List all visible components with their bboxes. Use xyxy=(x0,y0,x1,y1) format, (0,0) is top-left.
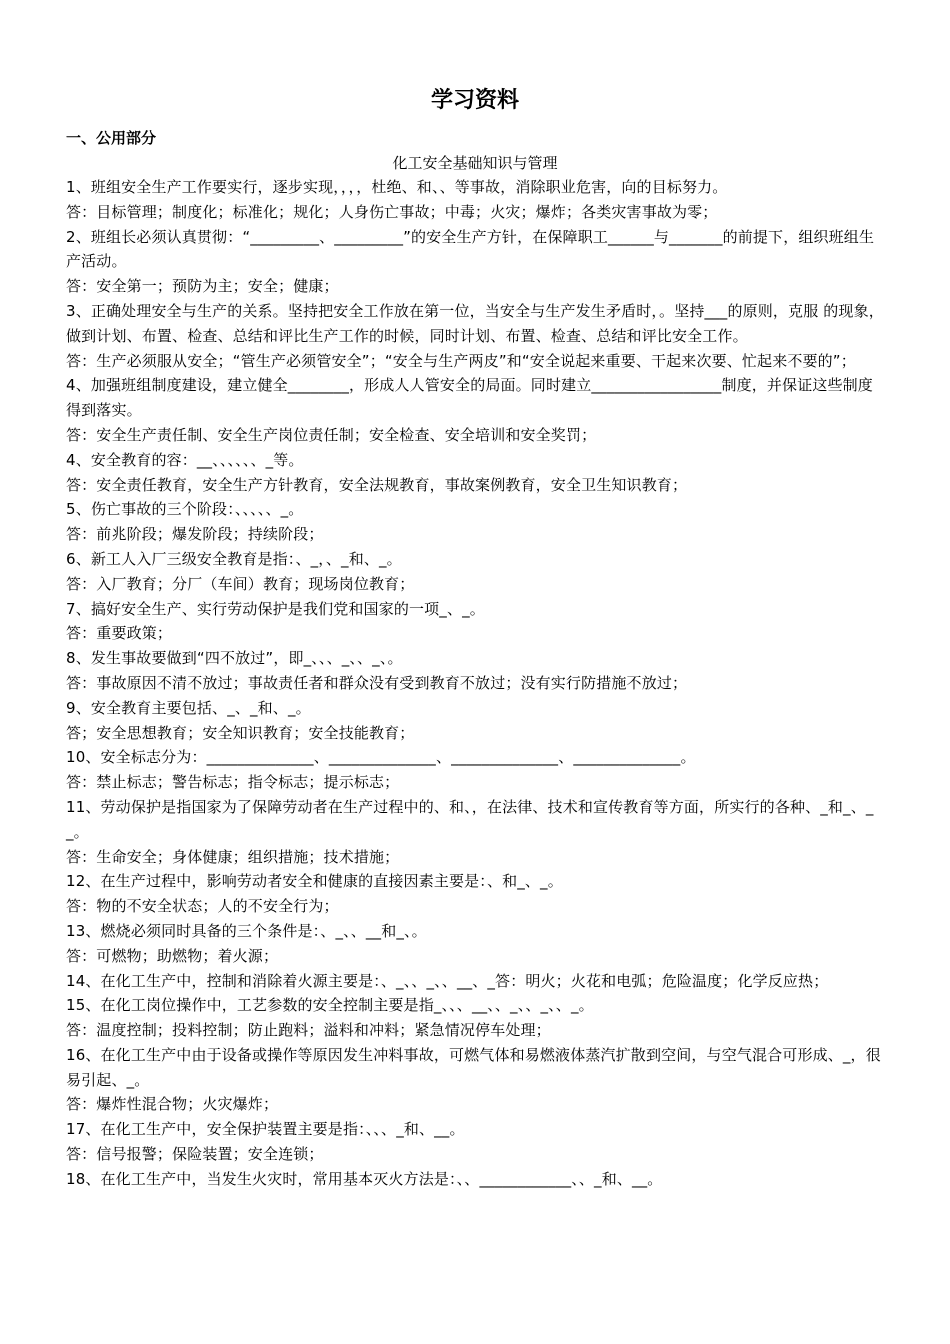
question-paragraph: 4、加强班组制度建设，建立健全________，形成人人管安全的局面。同时建立_________________制度，并保证这些制度得到落实。 xyxy=(66,376,873,420)
answer-paragraph: 答：信号报警；保险装置；安全连锁； xyxy=(66,1145,324,1164)
answer-paragraph: 答：事故原因不清不放过；事故责任者和群众没有受到教育不放过；没有实行防措施不放过； xyxy=(66,673,688,692)
question-paragraph: 12、在生产过程中，影响劳动者安全和健康的直接因素主要是：、和_、_。 xyxy=(66,872,563,891)
question-paragraph: 14、在化工生产中，控制和消除着火源主要是：、_、、_、、__、_答：明火；火花和电弧；危险温度；化学反应热； xyxy=(66,971,829,990)
answer-paragraph: 答：可燃物；助燃物；着火源； xyxy=(66,946,279,965)
question-paragraph: 8、发生事故要做到“四不放过”，即_、、、_、、_、。 xyxy=(66,649,403,668)
answer-paragraph: 答：安全生产责任制、安全生产岗位责任制；安全检查、安全培训和安全奖罚； xyxy=(66,425,597,444)
section-heading: 一、公用部分 xyxy=(66,129,157,147)
answer-paragraph: 答：重要政策； xyxy=(66,624,173,643)
document-subtitle: 化工安全基础知识与管理 xyxy=(392,154,558,172)
document-title: 学习资料 xyxy=(430,88,519,113)
question-paragraph: 9、安全教育主要包括、_、_和、_。 xyxy=(66,698,311,717)
answer-paragraph: 答：安全第一；预防为主；安全；健康； xyxy=(66,277,339,296)
question-paragraph: 15、在化工岗位操作中，工艺参数的安全控制主要是指_、、、__、、_、、_、、_。 xyxy=(66,996,594,1015)
question-paragraph: 18、在化工生产中，当发生火灾时，常用基本灭火方法是：、、____________、、_和、__。 xyxy=(66,1169,663,1188)
answer-paragraph: 答：目标管理；制度化；标准化；规化；人身伤亡事故；中毒；火灾；爆炸；各类灾害事故为零； xyxy=(66,202,718,221)
question-paragraph: 4、安全教育的容：__、、、、、、_等。 xyxy=(66,450,304,469)
question-answer-list xyxy=(66,175,886,1192)
answer-paragraph: 答：爆炸性混合物；火灾爆炸； xyxy=(66,1095,279,1114)
question-paragraph: 1、班组安全生产工作要实行，逐步实现，，，，杜绝、和、、等事故，消除职业危害，向的目标努力。 xyxy=(66,178,728,196)
question-paragraph: 16、在化工生产中由于设备或操作等原因发生冲料事故，可燃气体和易燃液体蒸汽扩散到空间，与空气混合可形成、_，很易引起、_。 xyxy=(66,1045,881,1089)
question-paragraph: 6、新工人入厂三级安全教育是指：、_，、_和、_。 xyxy=(66,549,402,568)
answer-paragraph: 答：安全责任教育，安全生产方针教育，安全法规教育，事故案例教育，安全卫生知识教育； xyxy=(66,475,688,494)
answer-paragraph: 答：物的不安全状态；人的不安全行为； xyxy=(66,897,339,916)
answer-paragraph: 答：温度控制；投料控制；防止跑料；溢料和冲料；紧急情况停车处理； xyxy=(66,1021,551,1040)
question-paragraph: 13、燃烧必须同时具备的三个条件是：、_、、__和_、。 xyxy=(66,921,427,940)
question-paragraph: 11、劳动保护是指国家为了保障劳动者在生产过程中的、和、，在法律、技术和宣传教育等方面，所实行的各种、_和_、__。 xyxy=(66,797,874,841)
answer-paragraph: 答：入厂教育；分厂（车间）教育；现场岗位教育； xyxy=(66,574,415,593)
question-paragraph: 5、伤亡事故的三个阶段：、、、、、_。 xyxy=(66,500,304,519)
answer-paragraph: 答：禁止标志；警告标志；指令标志；提示标志； xyxy=(66,773,400,792)
question-paragraph: 10、安全标志分为：______________、______________、______________、______________。 xyxy=(66,748,696,767)
answer-paragraph: 答；安全思想教育；安全知识教育；安全技能教育； xyxy=(66,723,415,742)
answer-paragraph: 答：生命安全；身体健康；组织措施；技术措施； xyxy=(66,847,400,866)
question-paragraph: 2、班组长必须认真贯彻：“_________、_________”的安全生产方针，在保障职工______与_______的前提下，组织班组生产活动。 xyxy=(66,227,875,271)
answer-paragraph: 答：生产必须服从安全；“管生产必须管安全”；“安全与生产两皮”和“安全说起来重要、干起来次要、忙起来不要的”； xyxy=(66,351,856,370)
question-paragraph: 3、正确处理安全与生产的关系。坚持把安全工作放在第一位，当安全与生产发生矛盾时，。坚持___的原则，克服 的现象，做到计划、布置、检查、总结和评比生产工作的时候，同时计划、布置、检查、总结和评比安全工作。 xyxy=(66,301,884,345)
question-paragraph: 7、搞好安全生产、实行劳动保护是我们党和国家的一项_、_。 xyxy=(66,599,485,618)
question-paragraph: 17、在化工生产中，安全保护装置主要是指：、、、_和、__。 xyxy=(66,1120,465,1139)
answer-paragraph: 答：前兆阶段；爆发阶段；持续阶段； xyxy=(66,525,324,544)
